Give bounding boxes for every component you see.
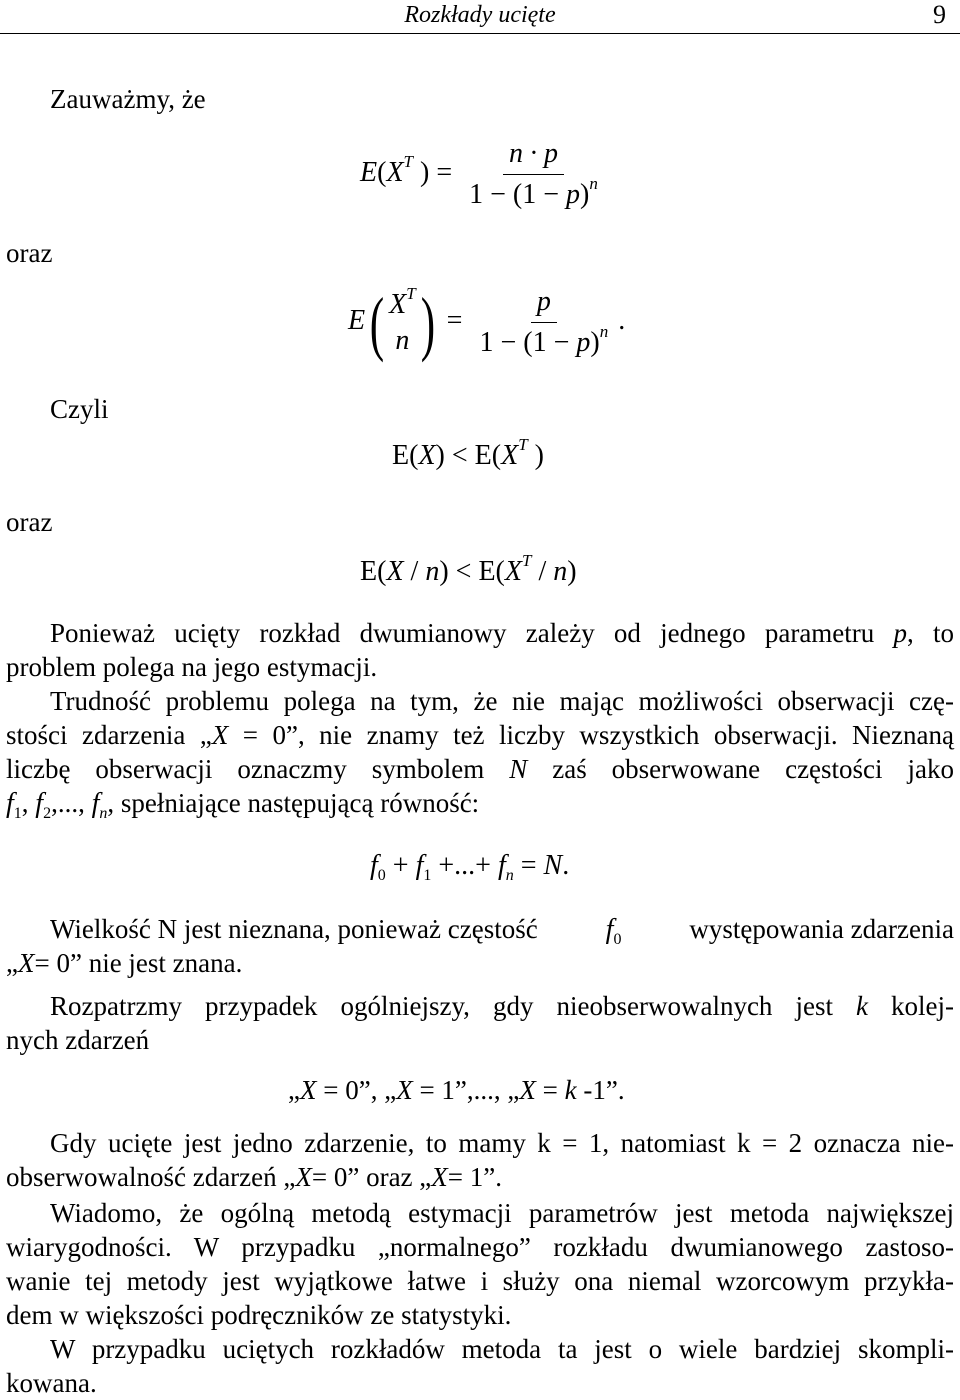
paragraph-4-line-2: nych zdarzeń: [6, 1025, 150, 1055]
eq5-N: N: [543, 850, 563, 881]
eq2-n: n: [395, 324, 410, 356]
eq4-X2: X: [504, 556, 522, 587]
paragraph-4-line-1: [6, 989, 954, 1023]
p3-l1b: występowania zdarzenia: [689, 914, 954, 944]
p1-l1a: Ponieważ ucięty rozkład dwumianowy zależy od jednego parametru: [50, 618, 894, 648]
equation-1: $E(X^T$ ) = $\frac{n \cdot p}{1 - (1 - p)^n}$: [360, 136, 608, 213]
eq4-c: ) < E(: [439, 556, 505, 587]
eq1-E: E: [360, 156, 378, 188]
paragraph-1: [6, 616, 954, 684]
p3-f0: [600, 912, 628, 947]
eq5-s0: 0: [377, 867, 386, 884]
eq1-den-a: 1 − (1 −: [469, 179, 567, 210]
paragraph-1-line-2: problem polega na jego estymacji.: [6, 652, 378, 682]
eq2-period: .: [618, 304, 626, 336]
p2-l2a: stości zdarzenia „: [6, 720, 212, 750]
eq6-k: k: [564, 1075, 577, 1105]
p2-l4rest: , spełniające następującą równość:: [107, 788, 480, 818]
eq1-denominator: [463, 175, 604, 213]
paragraph-6: [6, 1196, 954, 1332]
p3-l2a: „: [6, 948, 18, 978]
p1-l1p: p: [893, 618, 908, 648]
p2-c1: ,: [21, 788, 36, 818]
p4-l1k: k: [856, 991, 868, 1021]
eq5-plus1: +: [385, 850, 416, 881]
equation-4: [360, 551, 577, 588]
page-header: [0, 0, 960, 34]
eq4-T: T: [521, 551, 532, 570]
eq4-e: ): [567, 556, 577, 587]
paragraph-3: [6, 912, 954, 980]
p3-l2x: X: [17, 948, 35, 978]
eq3-T: T: [518, 435, 528, 454]
p2-l2x: X: [211, 720, 229, 750]
eq3-X2: X: [501, 440, 519, 471]
eq2-numerator: p: [531, 284, 557, 323]
eq1-fraction: [463, 136, 604, 213]
equation-2: E( $X^T$ n ) = $\frac{p}{1 - (1 - p)^n}$ .: [348, 282, 626, 363]
paragraph-1-line-1: [6, 616, 954, 650]
eq5-f0: f: [370, 850, 378, 881]
paragraph-6-line-4: dem w większości podręczników ze statystyki.: [6, 1300, 512, 1330]
p2-s2: 2: [43, 805, 52, 822]
paragraph-2-line-1: Trudność problemu polega na tym, że nie mając możliwości obserwacji czę-: [50, 686, 954, 716]
p3-l2b: = 0” nie jest znana.: [34, 948, 243, 978]
eq2-denominator: [473, 323, 614, 361]
equation-3: [392, 435, 544, 472]
paragraph-2-line-4: [6, 786, 954, 820]
p5-l2b: = 0” oraz „: [311, 1162, 432, 1192]
paragraph-4: [6, 989, 954, 1057]
eq4-n1: n: [425, 556, 440, 587]
eq3-c: ): [527, 440, 544, 471]
equation-5: [370, 850, 569, 882]
paragraph-6-line-1: Wiadomo, że ogólną metodą estymacji parametrów jest metoda największej: [50, 1198, 954, 1228]
eq1-numerator: n · p: [503, 136, 564, 175]
running-title: Rozkłady ucięte: [404, 2, 556, 28]
p4-l1a: Rozpatrzmy przypadek ogólniejszy, gdy nieobserwowalnych jest: [50, 991, 856, 1021]
eq2-X: X: [389, 288, 407, 320]
eq6-x1: X: [299, 1075, 317, 1105]
eq4-b: /: [403, 556, 426, 587]
p2-l3a: liczbę obserwacji oznaczmy symbolem: [6, 754, 510, 784]
p5-l2x2: X: [431, 1162, 448, 1192]
p5-l2c: = 1”.: [447, 1162, 502, 1192]
oraz-2: oraz: [6, 507, 53, 537]
paragraph-6-line-2: wiarygodności. W przypadku „normalnego” rozkładu dwumianowego zastoso-: [6, 1232, 954, 1262]
eq2-left-paren: (: [369, 282, 385, 363]
paragraph-7-line-2: kowana.: [6, 1368, 97, 1398]
paragraph-6-line-3: wanie tej metody jest wyjątkowe łatwe i służy ona niemal wzorcowym przykła-: [6, 1266, 954, 1296]
eq2-T: T: [406, 283, 416, 303]
paragraph-2: [6, 684, 954, 820]
p2-l3b: zaś obserwowane częstości jako: [527, 754, 954, 784]
eq5-plus2: +...+: [431, 850, 498, 881]
eq6-d: =: [535, 1075, 565, 1105]
intro-text: Zauważmy, że: [50, 84, 206, 114]
eq1-X: X: [386, 156, 404, 188]
eq4-a: E(: [360, 556, 387, 587]
eq6-b: = 0”, „: [316, 1075, 397, 1105]
p2-fn: f: [91, 788, 100, 819]
eq2-den-n: n: [599, 322, 609, 341]
eq5-sn: n: [505, 867, 514, 884]
p5-l2a: obserwowalność zdarzeń „: [6, 1162, 296, 1192]
paragraph-2-line-3: [6, 752, 954, 786]
eq2-binom: [389, 283, 416, 359]
paragraph-5-line-2: [6, 1160, 954, 1194]
p2-s1: 1: [13, 805, 22, 822]
eq6-x3: X: [519, 1075, 536, 1105]
eq5-f1: f: [415, 850, 424, 881]
p4-l1b: kolej-: [867, 991, 954, 1021]
paragraph-5-line-1: Gdy ucięte jest jedno zdarzenie, to mamy k = 1, natomiast k = 2 oznacza nie-: [50, 1128, 954, 1158]
czyli-text: Czyli: [50, 394, 109, 424]
eq2-right-paren: ): [420, 282, 435, 363]
paragraph-7: [6, 1332, 954, 1400]
eq2-den-a: 1 − (1 −: [479, 327, 577, 358]
eq1-den-n: n: [589, 174, 598, 193]
paragraph-7-line-1: W przypadku uciętych rozkładów metoda ta jest o wiele bardziej skompli-: [50, 1334, 954, 1364]
eq3-b: ) < E(: [435, 440, 502, 471]
paragraph-2-line-2: [6, 718, 954, 752]
eq3-a: E(: [392, 440, 419, 471]
p3-l1a: Wielkość N jest nieznana, ponieważ częstość: [50, 914, 538, 944]
eq6-a: „: [288, 1075, 300, 1105]
eq1-T: T: [403, 151, 414, 171]
eq2-den-p: p: [576, 327, 591, 358]
eq3-X1: X: [418, 440, 436, 471]
page-number: 9: [933, 0, 946, 29]
p3-s: 0: [613, 931, 622, 948]
p1-l1b: , to: [907, 618, 954, 648]
eq1-den-b: ): [580, 179, 590, 210]
eq4-d: /: [531, 556, 554, 587]
eq5-eq: =: [513, 850, 544, 881]
eq2-fraction: [473, 284, 614, 361]
paragraph-3-line-2: [6, 946, 954, 980]
p2-l2b: = 0”, nie znamy też liczby wszystkich obserwacji. Nieznaną: [228, 720, 954, 750]
eq5-s1: 1: [423, 867, 432, 884]
p2-c2: ,...,: [51, 788, 92, 818]
eq6-e: -1”.: [576, 1075, 625, 1105]
p2-l3n: N: [509, 754, 528, 784]
eq4-X1: X: [386, 556, 404, 587]
paragraph-5: [6, 1126, 954, 1194]
p3-f: f: [605, 914, 614, 945]
eq6-x2: X: [396, 1075, 413, 1105]
paragraph-3-line-1: [6, 912, 954, 946]
p2-f1: f: [6, 788, 14, 819]
eq1-den-p: p: [566, 179, 581, 210]
p2-f2: f: [35, 788, 44, 819]
eq5-end: .: [562, 850, 570, 881]
eq6-c: = 1”,..., „: [412, 1075, 520, 1105]
oraz-1: oraz: [6, 238, 53, 268]
p5-l2x1: X: [295, 1162, 312, 1192]
p2-sn: n: [99, 805, 108, 822]
eq4-n2: n: [553, 556, 568, 587]
eq2-den-b: ): [590, 327, 600, 358]
eq2-E: E: [348, 304, 366, 336]
equation-6: [288, 1075, 625, 1106]
eq5-fn: f: [497, 850, 506, 881]
